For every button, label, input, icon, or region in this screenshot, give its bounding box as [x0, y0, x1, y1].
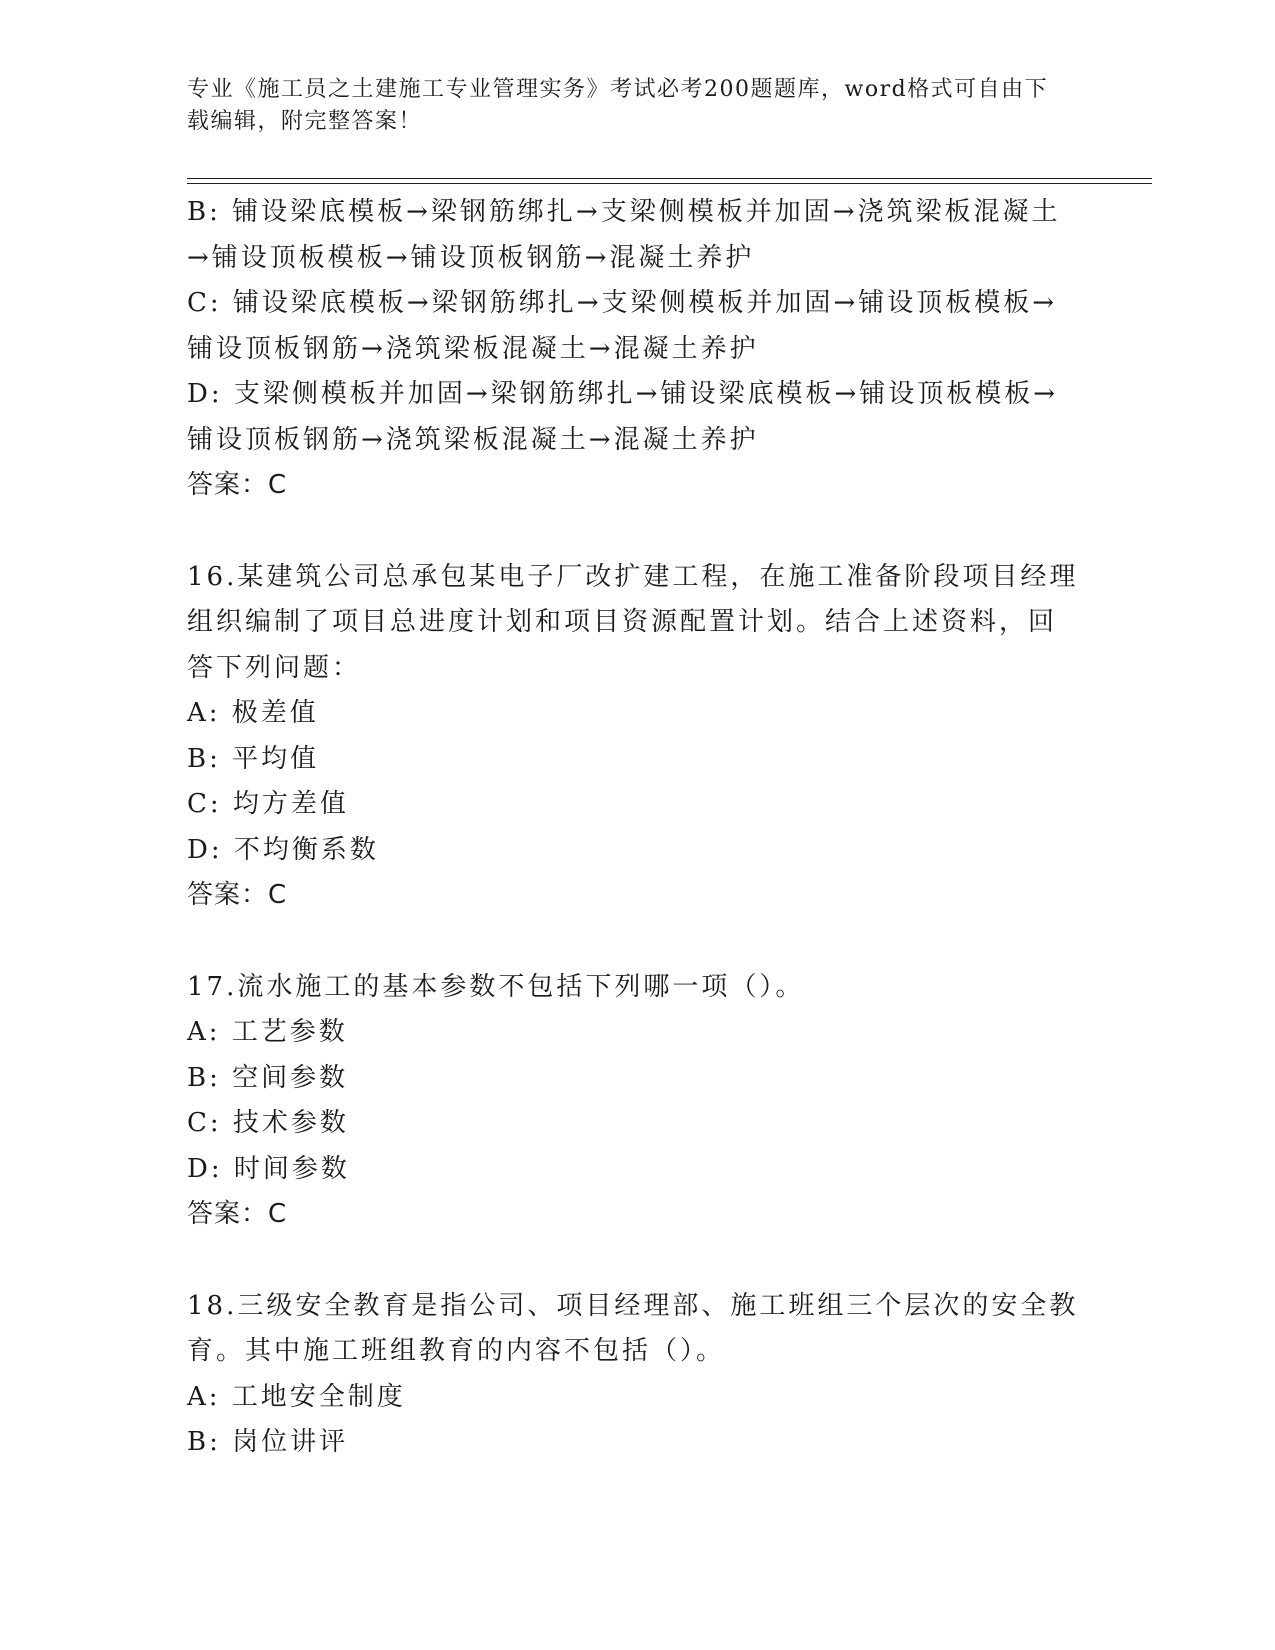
question-stem-line-1: 16.某建筑公司总承包某电子厂改扩建工程，在施工准备阶段项目经理	[187, 561, 1079, 592]
option-b-line-2: →铺设顶板模板→铺设顶板钢筋→混凝土养护	[187, 242, 755, 273]
question-17	[187, 965, 1087, 1238]
spacer	[187, 509, 1087, 555]
spacer	[187, 1238, 1087, 1284]
question-stem-line-2: 育。其中施工班组教育的内容不包括（）。	[187, 1336, 726, 1366]
answer: 答案：C	[187, 880, 288, 910]
question-16	[187, 555, 1087, 919]
option-a: A: 极差值	[187, 698, 319, 728]
option-d: D: 不均衡系数	[187, 834, 379, 865]
option-d-line-2: 铺设顶板钢筋→浇筑梁板混凝土→混凝土养护	[187, 424, 759, 455]
answer: 答案：C	[187, 1199, 288, 1229]
option-b-line-1: B: 铺设梁底模板→梁钢筋绑扎→支梁侧模板并加固→浇筑梁板混凝土	[187, 197, 1061, 227]
header-rule-bottom	[187, 183, 1152, 184]
question-15-tail	[187, 190, 1087, 509]
question-stem-line-1: 18.三级安全教育是指公司、项目经理部、施工班组三个层次的安全教	[187, 1290, 1079, 1321]
option-b: B: 空间参数	[187, 1062, 349, 1093]
option-c-line-1: C: 铺设梁底模板→梁钢筋绑扎→支梁侧模板并加固→铺设顶板模板→	[187, 288, 1058, 318]
option-a: A: 工地安全制度	[187, 1381, 406, 1412]
spacer	[187, 919, 1087, 965]
question-stem-line-2: 组织编制了项目总进度计划和项目资源配置计划。结合上述资料，回	[187, 607, 1058, 637]
header-rule-top	[187, 178, 1152, 179]
question-stem-line-3: 答下列问题：	[187, 652, 362, 683]
question-18	[187, 1284, 1087, 1466]
option-d-line-1: D: 支梁侧模板并加固→梁钢筋绑扎→铺设梁底模板→铺设顶板模板→	[187, 379, 1059, 409]
option-c: C: 技术参数	[187, 1108, 349, 1138]
question-stem-line-1: 17.流水施工的基本参数不包括下列哪一项（）。	[187, 971, 805, 1002]
answer: 答案：C	[187, 470, 288, 500]
option-c-line-2: 铺设顶板钢筋→浇筑梁板混凝土→混凝土养护	[187, 333, 759, 364]
option-d: D: 时间参数	[187, 1153, 350, 1184]
option-c: C: 均方差值	[187, 789, 349, 819]
option-a: A: 工艺参数	[187, 1017, 348, 1047]
document-body	[187, 190, 1087, 1466]
option-b: B: 平均值	[187, 743, 320, 774]
document-header: 专业《施工员之土建施工专业管理实务》考试必考200题题库，word格式可自由下载编辑，附完整答案！	[187, 77, 1049, 134]
option-b: B: 岗位讲评	[187, 1427, 349, 1457]
